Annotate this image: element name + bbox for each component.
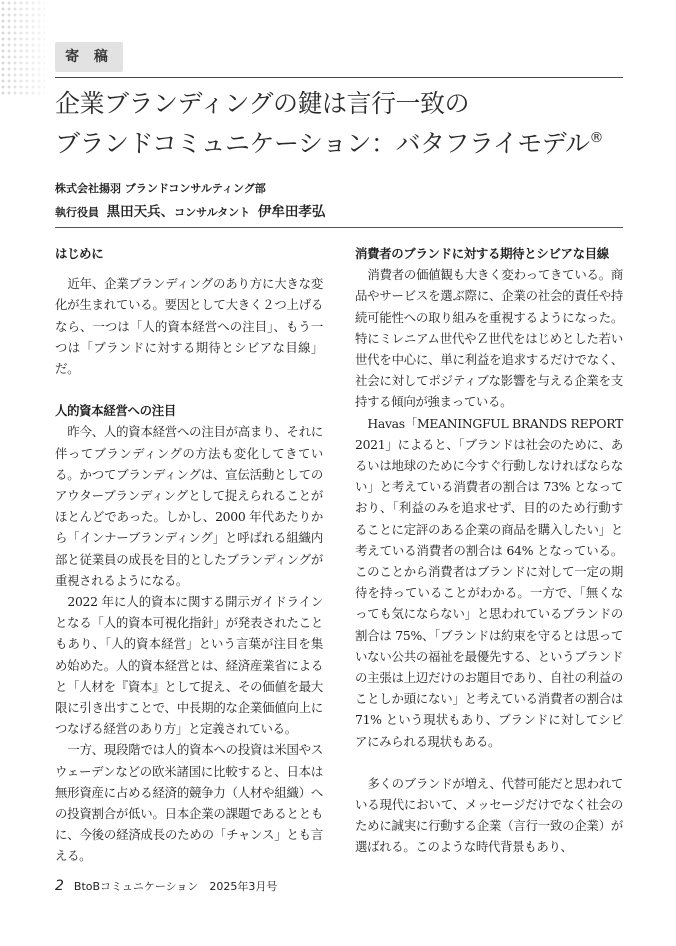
author-block bbox=[55, 178, 615, 225]
author-name-2: 伊牟田孝弘 bbox=[257, 204, 326, 220]
human-capital-paragraph-3: 一方、現段階では人的資本への投資は米国やスウェーデンなどの欧米諸国に比較すると、日本は無形資産に占める経済的競争力（人材や組織）への投資割合が低い。日本企業の課題であるとともに、今後の経済成長のための「チャンス」とも言える。 bbox=[55, 742, 323, 864]
section-heading-intro: はじめに bbox=[55, 246, 104, 261]
author-role-1: 執行役員 bbox=[55, 206, 99, 219]
left-column bbox=[55, 243, 323, 867]
author-role-2: コンサルタント bbox=[174, 206, 251, 219]
article-title bbox=[55, 86, 625, 161]
title-line-1: 企業ブランディングの鍵は言行一致の bbox=[55, 89, 470, 118]
header-divider bbox=[55, 77, 623, 78]
title-line-2: ブランドコミュニケーション：バタフライモデル bbox=[55, 129, 590, 158]
page-number: 2 bbox=[55, 878, 64, 894]
category-label: 寄 稿 bbox=[55, 42, 123, 72]
author-company: 株式会社揚羽 ブランドコンサルティング部 bbox=[55, 182, 266, 195]
section-heading-human-capital: 人的資本経営への注目 bbox=[55, 403, 176, 419]
registered-mark: ® bbox=[589, 130, 604, 146]
human-capital-paragraph-1: 昨今、人的資本経営への注目が高まり、それに伴ってブランディングの方法も変化してきている。かつてブランディングは、宣伝活動としてのアウターブランディングとして捉えられることがほとんどであった。しかし、2000 年代あたりから「インナーブランディング」と呼ばれる組織内部と従業員の成長を目的としたブランディングが重視されるようになる。 bbox=[55, 424, 323, 588]
publication-name: BtoBコミュニケーション 2025年3月号 bbox=[73, 880, 278, 893]
intro-paragraph: 近年、企業ブランディングのあり方に大きな変化が生まれている。要因として大きく２つ上げるなら、一つは「人的資本経営への注目」、もう一つは「ブランドに対する期待とシビアな目線」だ。 bbox=[55, 276, 323, 377]
author-names bbox=[55, 200, 615, 225]
consumer-paragraph-3: 多くのブランドが増え、代替可能だと思われている現代において、メッセージだけでなく社会のために誠実に行動する企業（言行一致の企業）が選ばれる。このような時代背景もあり、 bbox=[355, 775, 623, 855]
right-column bbox=[355, 243, 623, 858]
author-divider bbox=[55, 227, 623, 228]
author-name-1: 黒田天兵、 bbox=[106, 204, 175, 220]
consumer-paragraph-2: Havas「MEANINGFUL BRANDS REPORT 2021」によると、「ブランドは社会のために、あるいは地球のために今すぐ行動しなければならない」と考えている消費者の割合は 73% となっており、「利益のみを追求せず、目的のため行動することに定評のある企業の商品を購入したい」と考えている消費者の割合は 64% となっている。このことから消費者はブランドに対して一定の期待を持っていることがわかる。一方で、「無くなっても気にならない」と思われているブランドの割合は 75%、「ブランドは約束を守るとは思っていない公共の福祉を最優先する、というブランドの主張は上辺だけのお題目であり、自社の利益のことしか頭にない」と考えている消費者の割合は 71% という現状もあり、ブランドに対してシビアにみられる現状もある。 bbox=[355, 415, 623, 749]
decorative-dot-pattern bbox=[0, 0, 45, 95]
human-capital-paragraph-2: 2022 年に人的資本に関する開示ガイドラインとなる「人的資本可視化指針」が発表されたこともあり、「人的資本経営」という言葉が注目を集め始めた。人的資本経営とは、経済産業省によると「人材を『資本』として捉え、その価値を最大限に引き出すことで、中長期的な企業価値向上につなげる経営のあり方」と定義されている。 bbox=[55, 594, 323, 737]
consumer-paragraph-1: 消費者の価値観も大きく変わってきている。商品やサービスを選ぶ際に、企業の社会的責任や持続可能性への取り組みを重視するようになった。特にミレニアム世代やＺ世代をはじめとした若い世代を中心に、単に利益を追求するだけでなく、社会に対してポジティブな影響を与える企業を支持する傾向が強まっている。 bbox=[355, 267, 623, 410]
section-heading-consumer: 消費者のブランドに対する期待とシビアな目線 bbox=[355, 246, 609, 261]
page-footer bbox=[55, 878, 277, 894]
